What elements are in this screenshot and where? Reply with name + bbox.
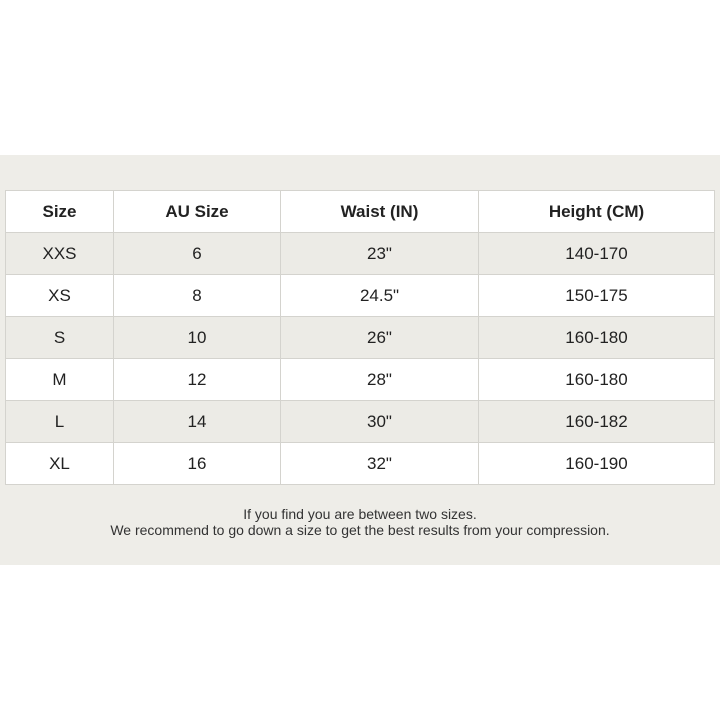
cell-waist: 23": [281, 233, 479, 275]
cell-au-size: 14: [114, 401, 281, 443]
cell-size: XS: [6, 275, 114, 317]
table-row: [6, 359, 715, 401]
header-height: Height (CM): [479, 191, 715, 233]
cell-au-size: 10: [114, 317, 281, 359]
cell-size: S: [6, 317, 114, 359]
table-row: [6, 443, 715, 485]
cell-au-size: 12: [114, 359, 281, 401]
cell-size: L: [6, 401, 114, 443]
header-size: Size: [6, 191, 114, 233]
table-row: [6, 317, 715, 359]
table-row: [6, 233, 715, 275]
cell-height: 160-180: [479, 317, 715, 359]
cell-waist: 28": [281, 359, 479, 401]
cell-waist: 26": [281, 317, 479, 359]
header-row: [6, 191, 715, 233]
cell-height: 150-175: [479, 275, 715, 317]
header-waist: Waist (IN): [281, 191, 479, 233]
cell-waist: 32": [281, 443, 479, 485]
sizing-note: [0, 506, 720, 538]
cell-size: XXS: [6, 233, 114, 275]
cell-waist: 30": [281, 401, 479, 443]
size-chart-table: [5, 190, 715, 485]
table-row: [6, 401, 715, 443]
cell-size: M: [6, 359, 114, 401]
note-line-2: We recommend to go down a size to get the best results from your compression.: [110, 522, 610, 538]
cell-height: 160-180: [479, 359, 715, 401]
cell-size: XL: [6, 443, 114, 485]
table-row: [6, 275, 715, 317]
note-line-1: If you find you are between two sizes.: [243, 506, 477, 522]
cell-au-size: 8: [114, 275, 281, 317]
cell-height: 140-170: [479, 233, 715, 275]
cell-au-size: 6: [114, 233, 281, 275]
cell-height: 160-190: [479, 443, 715, 485]
cell-height: 160-182: [479, 401, 715, 443]
header-au-size: AU Size: [114, 191, 281, 233]
cell-waist: 24.5": [281, 275, 479, 317]
cell-au-size: 16: [114, 443, 281, 485]
